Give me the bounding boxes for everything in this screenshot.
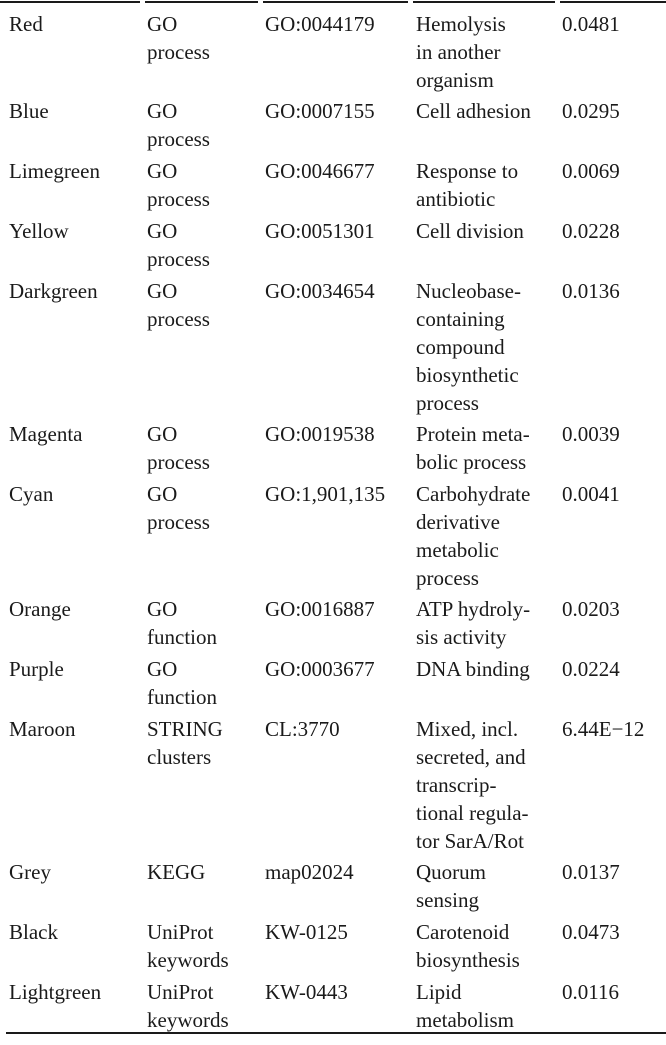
description-cell-line: tional regula- [416,801,529,825]
description-cell-line: antibiotic [416,187,496,211]
category-cell [147,715,223,771]
fdr-cell [562,918,620,946]
fdr-cell-line: 0.0228 [562,219,620,243]
term-id-cell-line: GO:0019538 [265,422,375,446]
fdr-cell [562,480,620,508]
category-cell-line: process [147,127,210,151]
term-id-cell-line: KW-0125 [265,920,348,944]
description-cell-line: Mixed, incl. [416,717,519,741]
color-cell-line: Maroon [9,717,76,741]
color-cell [9,978,101,1006]
fdr-cell [562,277,620,305]
category-cell-line: GO [147,657,178,681]
color-cell-line: Purple [9,657,64,681]
description-cell-line: Hemolysis [416,12,506,36]
category-cell [147,918,229,974]
term-id-cell-line: KW-0443 [265,980,348,1004]
color-cell [9,277,98,305]
fdr-cell-line: 6.44E−12 [562,717,645,741]
description-cell-line: organism [416,68,494,92]
term-id-cell-line: CL:3770 [265,717,340,741]
term-id-cell [265,97,375,125]
description-cell-line: sis activity [416,625,507,649]
term-id-cell [265,157,375,185]
description-cell [416,480,530,592]
description-cell-line: process [416,566,479,590]
fdr-cell-line: 0.0039 [562,422,620,446]
fdr-cell [562,978,619,1006]
category-cell-line: process [147,187,210,211]
description-cell-line: secreted, and [416,745,526,769]
term-id-cell-line: GO:0016887 [265,597,375,621]
fdr-cell [562,157,620,185]
category-cell [147,595,217,651]
color-cell-line: Limegreen [9,159,100,183]
term-id-cell-line: GO:0003677 [265,657,375,681]
description-cell-line: Quorum [416,860,486,884]
category-cell-line: GO [147,597,178,621]
category-cell [147,277,210,333]
color-cell-line: Grey [9,860,51,884]
color-cell-line: Yellow [9,219,69,243]
description-cell-line: process [416,391,479,415]
description-cell-line: transcrip- [416,773,497,797]
fdr-cell [562,858,620,886]
color-cell-line: Magenta [9,422,83,446]
description-cell [416,420,530,476]
description-cell-line: Cell adhesion [416,99,531,123]
fdr-cell-line: 0.0224 [562,657,620,681]
category-cell-line: UniProt [147,920,214,944]
term-id-cell [265,595,375,623]
description-cell [416,217,524,245]
term-id-cell [265,217,375,245]
color-cell [9,217,69,245]
category-cell-line: keywords [147,948,229,972]
footer-rule [6,1032,666,1034]
color-cell [9,918,58,946]
description-cell-line: tor SarA/Rot [416,829,524,853]
term-id-cell-line: GO:0051301 [265,219,375,243]
fdr-cell [562,97,620,125]
description-cell-line: metabolic [416,538,499,562]
color-cell-line: Orange [9,597,71,621]
description-cell-line: Response to [416,159,519,183]
category-cell-line: GO [147,482,178,506]
term-id-cell [265,978,348,1006]
fdr-cell [562,420,620,448]
fdr-cell-line: 0.0069 [562,159,620,183]
category-cell [147,217,210,273]
color-cell-line: Lightgreen [9,980,102,1004]
description-cell-line: compound [416,335,505,359]
color-cell [9,655,64,683]
term-id-cell [265,420,375,448]
term-id-cell-line: GO:0044179 [265,12,375,36]
description-cell-line: biosynthesis [416,948,520,972]
description-cell [416,97,531,125]
term-id-cell [265,480,385,508]
description-cell [416,157,518,213]
category-cell [147,157,210,213]
fdr-cell-line: 0.0041 [562,482,620,506]
color-cell [9,420,82,448]
category-cell [147,480,210,536]
fdr-cell-line: 0.0295 [562,99,620,123]
description-cell-line: biosynthetic [416,363,519,387]
description-cell-line: containing [416,307,505,331]
color-cell [9,480,53,508]
color-cell [9,595,71,623]
color-cell-line: Black [9,920,58,944]
category-cell [147,655,217,711]
description-cell-line: metabolism [416,1008,514,1032]
color-cell-line: Cyan [9,482,54,506]
fdr-cell-line: 0.0203 [562,597,620,621]
term-id-cell-line: GO:0046677 [265,159,375,183]
category-cell-line: process [147,247,210,271]
header-rule-gap [140,1,145,3]
description-cell [416,10,506,94]
color-cell-line: Blue [9,99,49,123]
fdr-cell-line: 0.0136 [562,279,620,303]
fdr-cell [562,655,620,683]
term-id-cell-line: GO:1,901,135 [265,482,386,506]
category-cell [147,858,205,886]
category-cell-line: GO [147,279,178,303]
category-cell-line: clusters [147,745,212,769]
fdr-cell [562,217,620,245]
category-cell-line: GO [147,422,178,446]
term-id-cell [265,277,375,305]
color-cell [9,10,43,38]
description-cell [416,978,514,1034]
term-id-cell-line: GO:0034654 [265,279,375,303]
header-rule-gap [258,1,263,3]
category-cell [147,10,210,66]
fdr-cell-line: 0.0137 [562,860,620,884]
description-cell-line: Nucleobase- [416,279,521,303]
header-rule-gap [555,1,560,3]
color-cell-line: Darkgreen [9,279,98,303]
fdr-cell-line: 0.0481 [562,12,620,36]
term-id-cell-line: GO:0007155 [265,99,375,123]
category-cell [147,97,210,153]
description-cell-line: DNA binding [416,657,530,681]
category-cell-line: GO [147,12,178,36]
description-cell-line: bolic process [416,450,527,474]
category-cell-line: UniProt [147,980,214,1004]
category-cell-line: GO [147,219,178,243]
category-cell [147,420,210,476]
color-cell [9,858,51,886]
description-cell [416,918,520,974]
category-cell-line: process [147,450,210,474]
term-id-cell [265,918,348,946]
fdr-cell [562,595,620,623]
category-cell [147,978,229,1034]
header-rule [0,1,666,3]
description-cell [416,715,529,855]
description-cell-line: Lipid [416,980,462,1004]
term-id-cell [265,858,354,886]
description-cell-line: Carotenoid [416,920,510,944]
description-cell-line: in another [416,40,501,64]
description-cell [416,277,521,417]
color-cell [9,97,49,125]
category-cell-line: function [147,625,217,649]
term-id-cell [265,655,375,683]
description-cell-line: Cell division [416,219,524,243]
description-cell [416,595,530,651]
description-cell-line: ATP hydroly- [416,597,531,621]
description-cell-line: Carbohydrate [416,482,531,506]
fdr-cell-line: 0.0473 [562,920,620,944]
category-cell-line: process [147,40,210,64]
category-cell-line: GO [147,159,178,183]
fdr-cell [562,10,620,38]
category-cell-line: process [147,510,210,534]
description-cell-line: Protein meta- [416,422,530,446]
fdr-cell-line: 0.0116 [562,980,619,1004]
category-cell-line: function [147,685,217,709]
category-cell-line: KEGG [147,860,206,884]
fdr-cell [562,715,644,743]
category-cell-line: STRING [147,717,223,741]
category-cell-line: GO [147,99,178,123]
header-rule-gap [408,1,413,3]
description-cell [416,655,530,683]
term-id-cell [265,10,375,38]
color-cell-line: Red [9,12,43,36]
description-cell-line: sensing [416,888,479,912]
term-id-cell-line: map02024 [265,860,354,884]
color-cell [9,157,100,185]
description-cell-line: derivative [416,510,500,534]
description-cell [416,858,486,914]
term-id-cell [265,715,340,743]
color-cell [9,715,76,743]
category-cell-line: process [147,307,210,331]
category-cell-line: keywords [147,1008,229,1032]
